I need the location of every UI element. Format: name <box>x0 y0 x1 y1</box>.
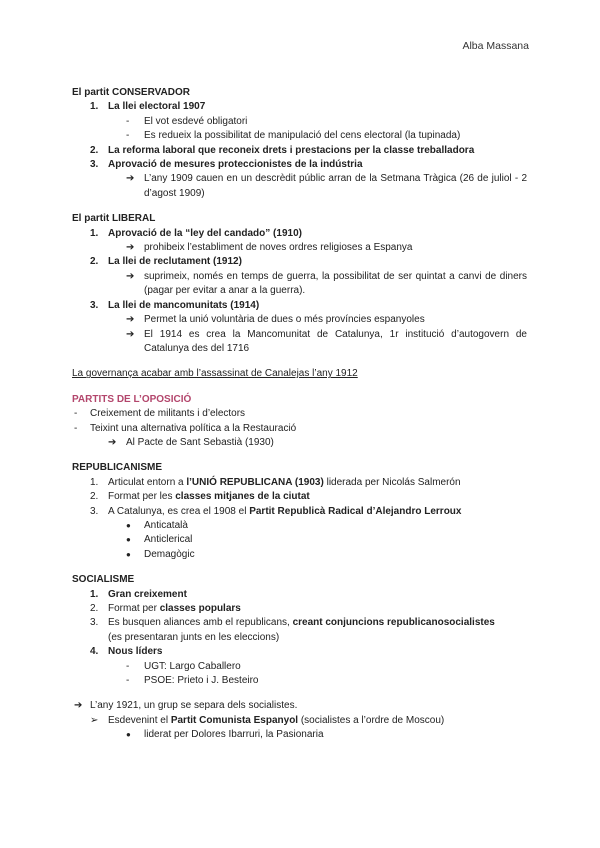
section-title-conservador: El partit CONSERVADOR <box>72 87 190 98</box>
bullet-icon: ● <box>126 520 131 530</box>
list-item: 1. Aprovació de la “ley del candado” (1910) <box>90 227 302 239</box>
list-item: ● Anticatalà <box>72 519 527 533</box>
list-item: ➢ Esdevenint el Partit Comunista Espanyol (socialistes a l’ordre de Moscou) <box>72 714 527 728</box>
list-item: ● Anticlerical <box>72 533 527 547</box>
list-item: - PSOE: Prieto i J. Besteiro <box>126 675 259 687</box>
list-item: ➔ suprimeix, només en temps de guerra, la possibilitat de ser quintat a canvi de diners (pagar per evitar a anar a la guerra). <box>126 270 527 297</box>
list-item: ➔ L’any 1909 cauen en un descrèdit públic arran de la Setmana Tràgica (26 de juliol - 2 d’agost 1909) <box>126 173 527 199</box>
list-item: ➔ Al Pacte de Sant Sebastià (1930) <box>72 436 527 450</box>
list-item: ● Demagògic <box>72 548 527 562</box>
list-item: 3. Aprovació de mesures proteccionistes de la indústria <box>90 159 363 171</box>
list-item: 3. A Catalunya, es crea el 1908 el Partit Republicà Radical d’Alejandro Lerroux <box>90 505 462 517</box>
section-title-oposicio: PARTITS DE L’OPOSICIÓ <box>72 393 192 405</box>
bullet-icon: ● <box>126 730 131 740</box>
list-item: 2. Format per classes populars <box>90 603 241 614</box>
arrow-icon: ➔ <box>126 328 135 340</box>
list-item: - UGT: Largo Caballero <box>126 660 241 672</box>
list-item: 1. Gran creixement <box>90 588 187 600</box>
list-item: - Creixement de militants i d’electors <box>74 408 246 420</box>
list-item: ● liderat per Dolores Ibarruri, la Pasionaria <box>72 728 527 742</box>
list-item: 4. Nous líders <box>90 646 163 658</box>
list-item: - Es redueix la possibilitat de manipulació del cens electoral (la tupinada) <box>126 130 461 142</box>
arrow-icon: ➔ <box>108 436 117 448</box>
list-item: ➔ Permet la unió voluntària de dues o més províncies espanyoles <box>72 313 527 327</box>
list-item: - El vot esdevé obligatori <box>126 115 248 127</box>
list-item: 2. La reforma laboral que reconeix drets i prestacions per la classe treballadora <box>90 144 475 156</box>
list-item: 3. Es busquen aliances amb el republicans, creant conjuncions republicanosocialistes <box>90 617 495 629</box>
bullet-icon: ● <box>126 549 131 559</box>
arrow-icon: ➔ <box>126 270 135 282</box>
list-item: 1. Articulat entorn a l’UNIÓ REPUBLICANA (1903) liderada per Nicolás Salmerón <box>90 476 461 488</box>
governanca-note: La governança acabar amb l’assassinat de Canalejas l’any 1912 <box>72 368 358 380</box>
list-item: 2. Format per les classes mitjanes de la ciutat <box>90 491 310 503</box>
section-title-socialisme: SOCIALISME <box>72 574 135 586</box>
list-item: - Teixint una alternativa política a la Restauració <box>74 422 297 434</box>
list-item: 2. La llei de reclutament (1912) <box>90 256 242 268</box>
triangle-arrow-icon: ➢ <box>90 714 99 726</box>
document-body <box>72 86 527 743</box>
list-item: ➔ L’any 1921, un grup se separa dels socialistes. <box>72 699 527 713</box>
list-item: 3. La llei de mancomunitats (1914) <box>90 299 260 311</box>
list-item: ➔ El 1914 es crea la Mancomunitat de Catalunya, 1r institució d’autogovern de Catalunya des del 1716 <box>126 328 527 354</box>
section-title-liberal: El partit LIBERAL <box>72 213 156 225</box>
section-title-republicanisme: REPUBLICANISME <box>72 462 163 474</box>
arrow-icon: ➔ <box>126 242 135 254</box>
bullet-icon: ● <box>126 535 131 545</box>
arrow-icon: ➔ <box>74 700 83 712</box>
arrow-icon: ➔ <box>126 314 135 326</box>
arrow-icon: ➔ <box>126 173 135 185</box>
list-item: 1. La llei electoral 1907 <box>90 101 206 113</box>
list-item: ➔ prohibeix l’establiment de noves ordres religioses a Espanya <box>72 241 527 255</box>
author-name: Alba Massana <box>462 40 529 52</box>
list-item-cont: (es presentaran junts en les eleccions) <box>108 631 280 643</box>
